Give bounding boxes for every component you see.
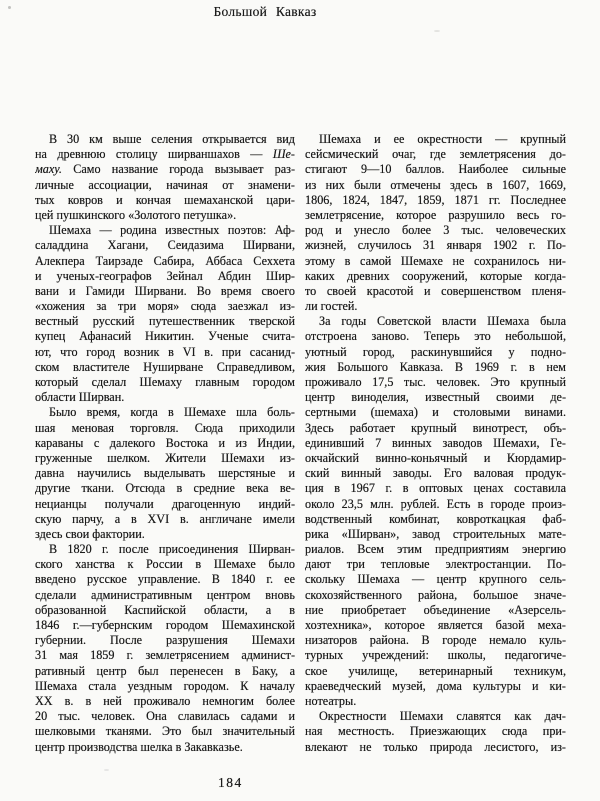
paragraph: [35, 132, 295, 223]
text-column-right: [305, 132, 566, 755]
text-line: Алекпера Таирзаде Сабира, Аббаса Сеххета: [35, 253, 295, 268]
text-line: риалов. Всем этим предприятиям энергию: [305, 542, 566, 557]
text-line: рика «Ширван», завод строительных мате-: [305, 526, 566, 541]
text-line: краеведческий музей, дома культуры и ки-: [305, 678, 566, 693]
text-line: и ученых-географов Зейнал Абдин Шир-: [35, 268, 295, 283]
text-line: жизней, случилось 31 января 1902 г. По-: [305, 238, 566, 253]
text-line: ция в 1967 г. в оптовых ценах составила: [305, 481, 566, 496]
text-line: влекают не только природа лесистого, из-: [305, 739, 566, 754]
text-line: образованной Каспийской области, а в: [35, 602, 295, 617]
text-line: области Ширван.: [35, 390, 125, 405]
text-line: скую парчу, а в XVI в. англичане имели: [35, 511, 295, 526]
text-line: купец Афанасий Никитин. Ученые счита-: [35, 329, 295, 344]
scan-speck: [434, 30, 440, 32]
text-line: то своей красотой и совершенством пленя-: [305, 283, 566, 298]
text-line: сейсмический очаг, где землетрясения до-: [305, 147, 566, 162]
text-line: введено русское управление. В 1840 г. ее: [35, 572, 295, 587]
text-line: «хожения за три моря» сюда заезжал из-: [35, 299, 295, 314]
text-line: сделали административным центром вновь: [35, 587, 295, 602]
text-line: жия Большого Кавказа. В 1969 г. в нем: [305, 359, 566, 374]
text-line: стигают 9—10 баллов. Наиболее сильные: [305, 162, 566, 177]
text-line: XX в. в ней проживало немногим более: [35, 693, 295, 708]
text-line: маху. Само название города вызывает раз-: [35, 162, 295, 177]
text-line: водственный комбинат, ковроткацкая фаб-: [305, 511, 566, 526]
text-line: окчайский винно-коньячный и Кюрдамир-: [305, 450, 566, 465]
text-line: нотеатры.: [305, 693, 357, 708]
text-line: землетрясение, которое разрушило весь го-: [305, 207, 566, 222]
text-line: цей пушкинского «Золотого петушка».: [35, 207, 237, 222]
page-number: 184: [218, 775, 243, 790]
text-line: саладдина Хагани, Сеидазима Ширвани,: [35, 238, 295, 253]
text-line: около 23,5 млн. рублей. Есть в городе произ-: [305, 496, 566, 511]
text-line: скольку Шемаха — центр крупного сель-: [305, 572, 566, 587]
paragraph: [35, 223, 295, 405]
text-line: здесь свои фактории.: [35, 526, 145, 541]
text-line: центр виноделия, известный своими де-: [305, 390, 566, 405]
text-line: нецианцы получали драгоценную индий-: [35, 496, 295, 511]
text-line: ский винный заводы. Его валовая продук-: [305, 466, 566, 481]
text-line: Было время, когда в Шемахе шла боль-: [49, 405, 295, 420]
text-line: ют, что город возник в VI в. при сасанид-: [35, 344, 295, 359]
paragraph: [305, 132, 566, 314]
text-line: другие ткани. Отсюда в средние века ве-: [35, 481, 295, 496]
text-line: этому в самой Шемахе не сохранилось ни-: [305, 253, 566, 268]
text-line: тых ковров и кончая шемаханской цари-: [35, 192, 295, 207]
text-line: низаторов района. В городе немало куль-: [305, 633, 566, 648]
text-line: на древнюю столицу ширваншахов — Ше-: [35, 147, 295, 162]
text-line: Шемаха и ее окрестности — крупный: [319, 132, 566, 146]
text-line: сертными (шемаха) и столовыми винами.: [305, 405, 566, 420]
text-line: 1806, 1824, 1847, 1859, 1871 гг. Последнее: [305, 192, 566, 207]
running-head: Большой Кавказ: [213, 4, 317, 19]
text-line: ского ханства к России в Шемахе было: [35, 557, 295, 572]
text-line: караваны с далекого Востока и из Индии,: [35, 435, 295, 450]
text-column-left: [35, 132, 295, 755]
text-line: ние приобретает объединение «Азерсель-: [305, 602, 566, 617]
text-line: Шемаха — родина известных поэтов: Аф-: [49, 223, 295, 238]
text-line: личные ассоциации, начиная от знамени-: [35, 177, 295, 192]
paragraph: [35, 542, 295, 755]
text-line: из них были отмечены здесь в 1607, 1669,: [305, 177, 566, 192]
text-line: вестный русский путешественник тверской: [35, 314, 295, 329]
text-line: единивший 7 винных заводов Шемахи, Ге-: [305, 435, 566, 450]
paragraph: [305, 314, 566, 709]
text-line: турных учреждений: школы, педагогиче-: [305, 648, 566, 663]
text-line: 20 тыс. человек. Она славилась садами и: [35, 709, 295, 724]
text-line: ском властителе Нуширване Справедливом,: [35, 359, 295, 374]
text-line: вани и Гамиди Ширвани. Во время своего: [35, 283, 295, 298]
text-line: каких древних сооружений, которые когда-: [305, 268, 566, 283]
text-line: центр производства шелка в Закавказье.: [35, 739, 243, 754]
text-line: В 30 км выше селения открывается вид: [49, 132, 295, 146]
text-line: губернии. После разрушения Шемахи: [35, 633, 295, 648]
text-line: ная местность. Приезжающих сюда при-: [305, 724, 566, 739]
text-line: род и унесло более 3 тыс. человеческих: [305, 223, 566, 238]
text-line: ративный центр был перенесен в Баку, а: [35, 663, 295, 678]
scan-speck: [104, 769, 109, 771]
text-line: давна научились выделывать шерстяные и: [35, 466, 295, 481]
text-line: который сделал Шемаху главным городом: [35, 375, 295, 389]
text-line: ли гостей.: [305, 299, 358, 314]
text-line: уютный город, раскинувшийся у подно-: [305, 344, 566, 359]
text-line: Окрестности Шемахи славятся как дач-: [319, 709, 566, 724]
scan-speck: [8, 6, 11, 9]
text-line: груженные шелком. Жители Шемахи из-: [35, 450, 295, 465]
text-line: дают три тепловые электростанции. По-: [305, 557, 566, 572]
text-line: хозтехника», которое является базой меха-: [305, 618, 566, 632]
text-line: отстроена заново. Теперь это небольшой,: [305, 329, 566, 344]
text-line: Здесь работает крупный винотрест, объ-: [305, 420, 566, 435]
text-line: Шемаха стала уездным городом. К началу: [35, 678, 295, 693]
text-line: проживало 17,5 тыс. человек. Это крупный: [305, 375, 566, 389]
paragraph: [35, 405, 295, 542]
text-line: скохозяйственного района, большое значе-: [305, 587, 566, 602]
text-line: ское училище, ветеринарный техникум,: [305, 663, 566, 678]
text-line: шая меновая торговля. Сюда приходили: [35, 420, 295, 435]
text-line: 31 мая 1859 г. землетрясением админист-: [35, 648, 295, 663]
text-line: 1846 г.—губернским городом Шемахинской: [35, 618, 295, 632]
text-line: За годы Советской власти Шемаха была: [319, 314, 566, 329]
text-line: В 1820 г. после присоединения Ширван-: [49, 542, 295, 557]
text-line: шелковыми тканями. Это был значительный: [35, 724, 295, 739]
paragraph: [305, 709, 566, 755]
